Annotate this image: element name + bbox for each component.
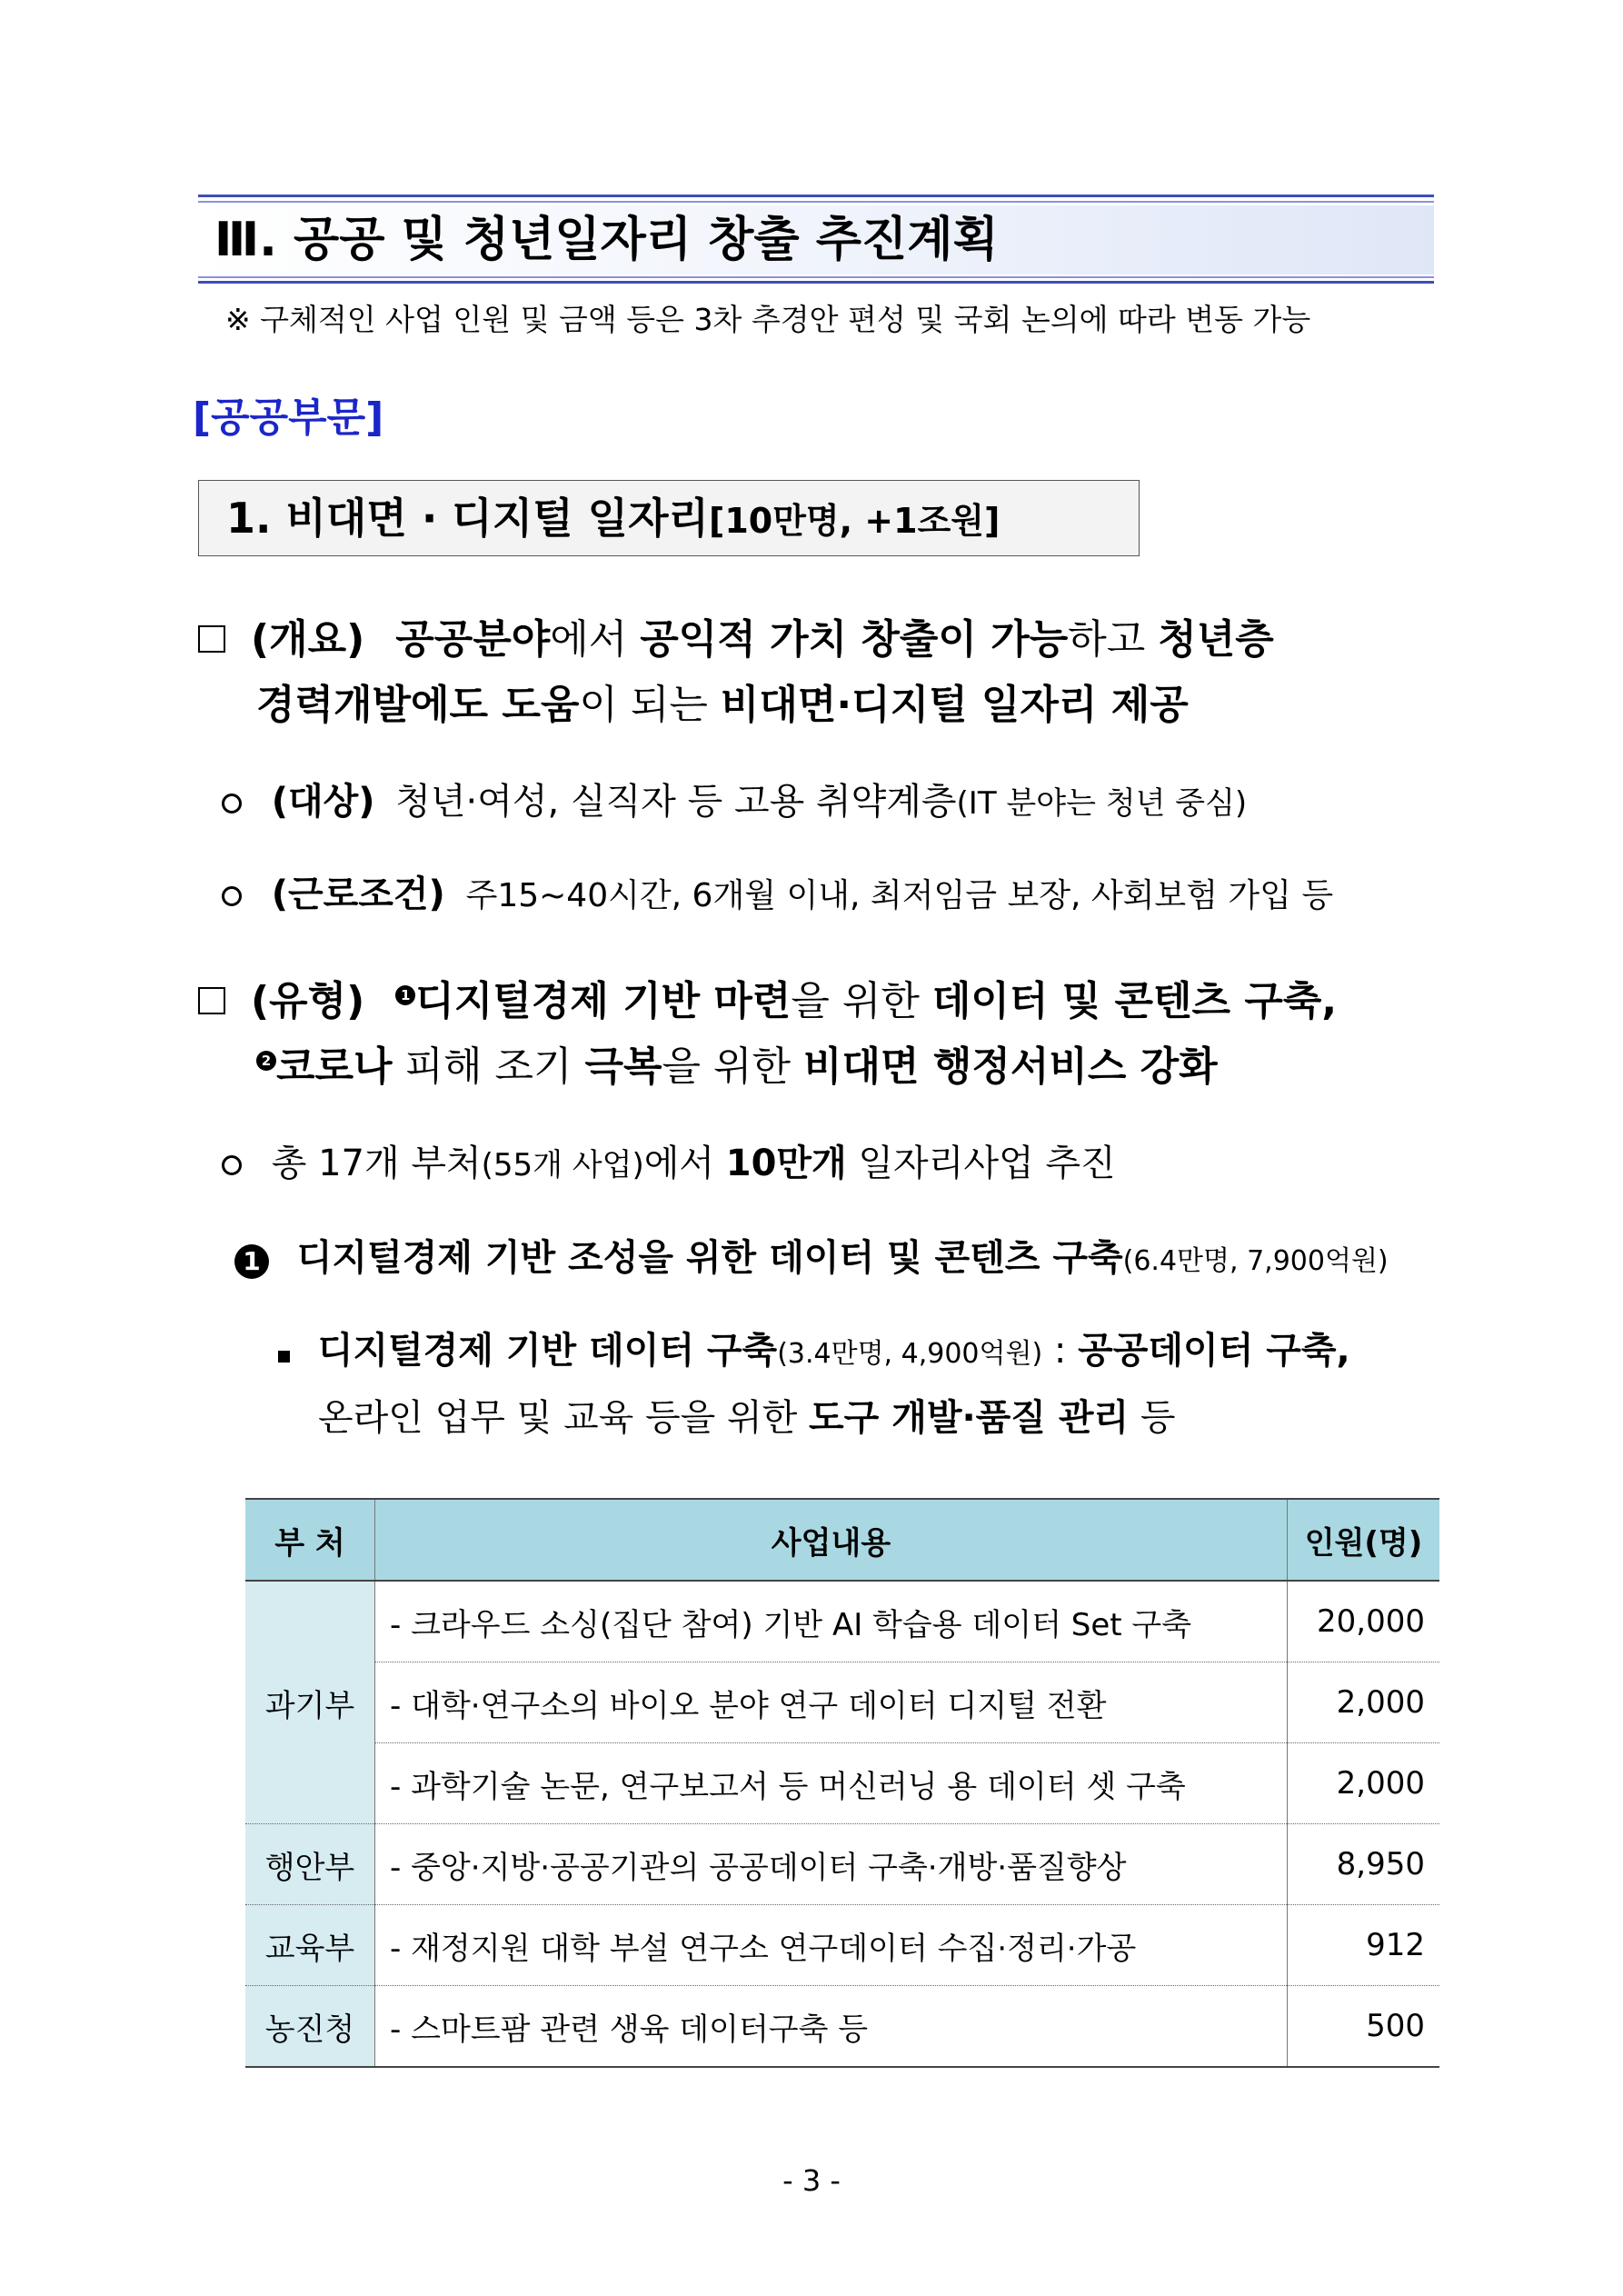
conditions-label: (근로조건) (271, 873, 445, 915)
text-segment: 에서 (550, 616, 641, 663)
count-cell: 2,000 (1288, 1743, 1440, 1824)
sub1-line2-bold: 도구 개발·품질 관리 (808, 1397, 1130, 1439)
table-row (245, 1581, 1439, 1662)
types-text-1 (415, 978, 1337, 1024)
total-note: (55개 사업) (481, 1147, 644, 1183)
public-sector-label: [공공부문] (193, 394, 384, 441)
text-segment: 청년층 (1158, 616, 1274, 663)
item1-line (234, 1231, 1389, 1289)
total-line (222, 1136, 1116, 1193)
overview-text-1 (395, 616, 1274, 663)
content-cell: - 대학·연구소의 바이오 분야 연구 데이터 디지털 전환 (375, 1662, 1288, 1743)
text-segment: 을 위한 (662, 1043, 803, 1090)
table-row (245, 1905, 1439, 1986)
checkbox-square-icon (198, 625, 225, 653)
dept-cell: 농진청 (245, 1986, 375, 2068)
text-segment: 피해 조기 (392, 1043, 585, 1090)
text-segment: 이 되는 (579, 682, 721, 728)
text-segment: 을 위한 (791, 978, 932, 1024)
count-cell: 500 (1288, 1986, 1440, 2068)
text-segment: 코로나 (276, 1043, 393, 1090)
content-cell: - 과학기술 논문, 연구보고서 등 머신러닝 용 데이터 셋 구축 (375, 1743, 1288, 1824)
item1-title: 디지털경제 기반 조성을 위한 데이터 및 콘텐츠 구축 (296, 1237, 1123, 1279)
conditions-text: 주15~40시간, 6개월 이내, 최저임금 보장, 사회보험 가입 등 (465, 877, 1334, 914)
dept-cell: 행안부 (245, 1824, 375, 1905)
sub1-line2 (318, 1391, 1176, 1445)
table-row (245, 1824, 1439, 1905)
sub1-title: 디지털경제 기반 데이터 구축 (317, 1330, 778, 1372)
target-text: 청년·여성, 실직자 등 고용 취약계층 (395, 781, 957, 823)
count-cell: 8,950 (1288, 1824, 1440, 1905)
total-tail: 일자리사업 추진 (846, 1143, 1116, 1184)
count-cell: 2,000 (1288, 1662, 1440, 1743)
circle-bullet-icon (222, 794, 242, 814)
content-cell: - 스마트팜 관련 생육 데이터구축 등 (375, 1986, 1288, 2068)
page-number: - 3 - (782, 2163, 841, 2198)
sub1-note: (3.4만명, 4,900억원) (777, 1338, 1043, 1370)
text-segment: 데이터 및 콘텐츠 구축, (931, 978, 1338, 1024)
table-row (245, 1743, 1439, 1824)
dept-cell: 과기부 (245, 1581, 375, 1824)
content-cell: - 중앙·지방·공공기관의 공공데이터 구축·개방·품질향상 (375, 1824, 1288, 1905)
number-1-icon: 1 (395, 985, 415, 1005)
overview-line1 (198, 613, 1274, 667)
total-count: 10만개 (725, 1143, 847, 1184)
number-1-icon: 1 (234, 1244, 269, 1279)
circle-bullet-icon (222, 886, 242, 906)
sub1-colon: : (1042, 1330, 1079, 1372)
section-header (198, 195, 1434, 285)
header-dept: 부 처 (245, 1499, 375, 1581)
sub1-line2-post: 등 (1129, 1397, 1176, 1439)
header-count: 인원(명) (1288, 1499, 1440, 1581)
target-note: (IT 분야는 청년 중심) (956, 785, 1248, 822)
number-2-icon: 2 (256, 1051, 276, 1071)
types-line2 (256, 1040, 1218, 1094)
types-text-2 (276, 1043, 1218, 1090)
text-segment: 공익적 가치 창출이 가능 (640, 616, 1069, 663)
content-cell: - 크라우드 소싱(집단 참여) 기반 AI 학습용 데이터 Set 구축 (375, 1581, 1288, 1662)
total-text: 총 17개 부처 (271, 1143, 482, 1184)
sub1-line1 (278, 1323, 1350, 1382)
item1-note: (6.4만명, 7,900억원) (1122, 1245, 1389, 1277)
text-segment: 비대면·디지털 일자리 제공 (720, 682, 1189, 728)
types-line1 (198, 974, 1337, 1029)
header-content: 사업내용 (375, 1499, 1288, 1581)
square-bullet-icon (278, 1351, 290, 1363)
text-segment: 디지털경제 기반 마련 (415, 978, 792, 1024)
content-cell: - 재정지원 대학 부설 연구소 연구데이터 수집·정리·가공 (375, 1905, 1288, 1986)
circle-bullet-icon (222, 1155, 242, 1175)
target-line (222, 774, 1247, 831)
subsection-title: 1. 비대면 · 디지털 일자리[10만명, +1조원] (226, 494, 1001, 543)
table-header-row (245, 1499, 1439, 1581)
text-segment: 극복 (584, 1043, 662, 1090)
count-cell: 912 (1288, 1905, 1440, 1986)
text-segment: 경력개발에도 도움 (256, 682, 580, 728)
section-note: ※ 구체적인 사업 인원 및 금액 등은 3차 추경안 편성 및 국회 논의에 따라 변동 가능 (225, 302, 1311, 337)
overview-label: (개요) (251, 616, 365, 663)
text-segment: 비대면 행정서비스 강화 (803, 1043, 1218, 1090)
total-mid: 에서 (643, 1143, 726, 1184)
table-row (245, 1986, 1439, 2068)
section-title: Ⅲ. 공공 및 청년일자리 창출 추진계획 (214, 213, 999, 267)
project-table (245, 1498, 1439, 2068)
sub1-line2-pre: 온라인 업무 및 교육 등을 위한 (318, 1397, 809, 1439)
checkbox-square-icon (198, 987, 225, 1014)
count-cell: 20,000 (1288, 1581, 1440, 1662)
text-segment: 공공분야 (395, 616, 551, 663)
sub1-bold-tail: 공공데이터 구축, (1078, 1330, 1350, 1372)
table-row (245, 1662, 1439, 1743)
text-segment: 하고 (1068, 616, 1159, 663)
overview-text-2 (256, 682, 1189, 728)
conditions-line (222, 867, 1333, 923)
overview-line2 (256, 678, 1189, 733)
dept-cell: 교육부 (245, 1905, 375, 1986)
subsection-box (198, 480, 1140, 556)
target-label: (대상) (271, 781, 375, 823)
types-label: (유형) (251, 978, 365, 1024)
